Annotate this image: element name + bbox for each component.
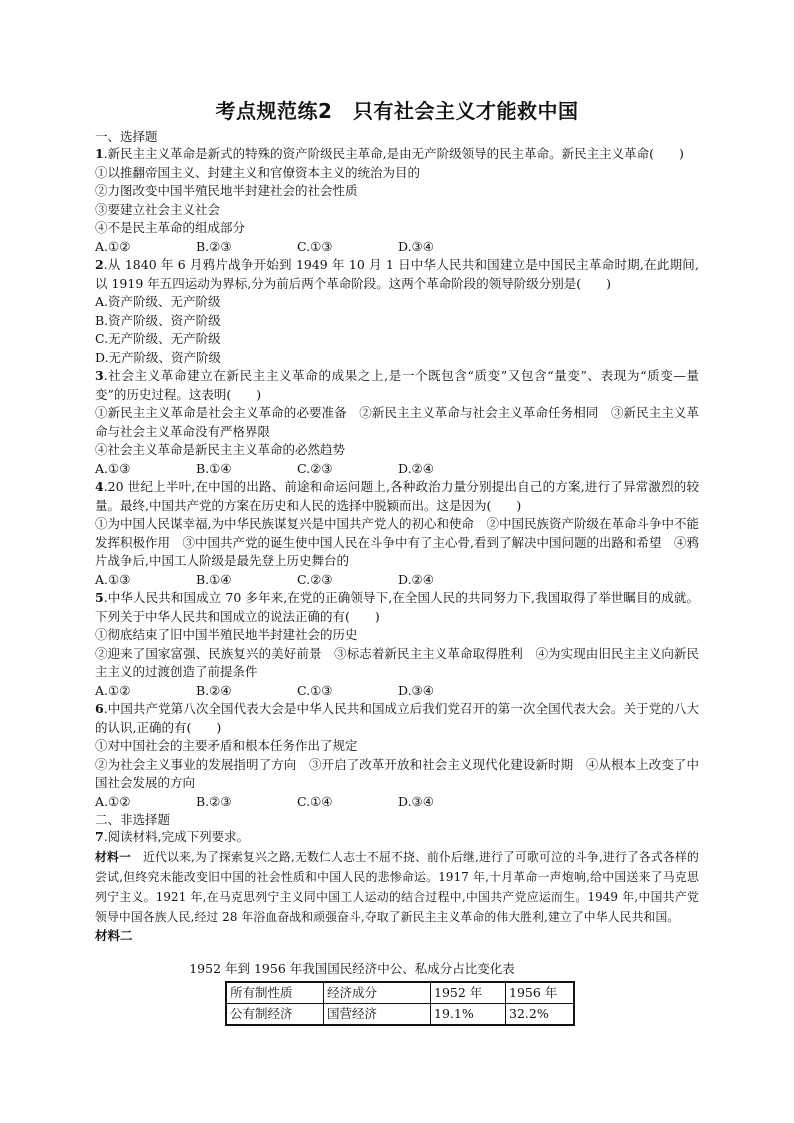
answer-choices [95, 238, 699, 257]
question-4 [95, 478, 699, 515]
question-stem: .阅读材料,完成下列要求。 [103, 829, 250, 844]
section-heading-choice: 一、选择题 [95, 129, 158, 144]
question-stem: .从 1840 年 6 月鸦片战争开始到 1949 年 10 月 1 日中华人民共和国建立是中国民主革命时期,在此期间,以 1919 年五四运动为界标,分为前后两个革命阶段。这两个革命阶段的领导阶级分别是( ) [95, 257, 699, 291]
statement-item: ④不是民主革命的组成部分 [95, 220, 246, 235]
question-number: 6 [95, 701, 104, 716]
table-header-cell: 1956 年 [506, 982, 575, 1004]
choice-d[interactable]: D.③④ [398, 238, 434, 254]
choice-a[interactable]: A.资产阶级、无产阶级 [95, 294, 221, 309]
economy-share-table-block [130, 960, 574, 1026]
choice-d[interactable]: D.②④ [398, 571, 434, 587]
section-heading-nonchoice: 二、非选择题 [95, 812, 171, 827]
question-6 [95, 700, 699, 737]
worksheet-page [95, 96, 699, 945]
question-number: 4 [95, 479, 104, 494]
statement-item: ①新民主主义革命是社会主义革命的必要准备 ②新民主主义革命与社会主义革命任务相同 ③新民主主义革命与社会主义革命没有严格界限 [95, 405, 699, 439]
table-row [226, 1004, 574, 1026]
question-1 [95, 145, 699, 164]
answer-choices [95, 460, 699, 479]
choice-b[interactable]: B.②③ [196, 793, 232, 809]
choice-b[interactable]: B.①④ [196, 571, 232, 587]
statement-item: ②为社会主义事业的发展指明了方向 ③开启了改革开放和社会主义现代化建设新时期 ④从根本上改变了中国社会发展的方向 [95, 756, 699, 790]
question-stem: .社会主义革命建立在新民主主义革命的成果之上,是一个既包含“质变”又包含“量变”、表现为“质变—量变”的历史过程。这表明( ) [95, 368, 699, 402]
question-stem: .中国共产党第八次全国代表大会是中华人民共和国成立后我们党召开的第一次全国代表大会。关于党的八大的认识,正确的有( ) [95, 701, 699, 735]
question-number: 1 [95, 146, 104, 161]
answer-choices [95, 793, 699, 812]
choice-b[interactable]: B.②③ [196, 238, 232, 254]
question-2 [95, 256, 699, 293]
question-number: 7 [95, 829, 104, 844]
question-number: 5 [95, 590, 104, 605]
choice-c[interactable]: C.①④ [297, 793, 333, 809]
material-label: 材料一 [95, 849, 132, 864]
material-two-label: 材料二 [95, 927, 133, 943]
table-header-cell: 1952 年 [431, 982, 506, 1004]
question-stem: .20 世纪上半叶,在中国的出路、前途和命运问题上,各种政治力量分别提出自己的方案,进行了异常激烈的较量。最终,中国共产党的方案在历史和人民的选择中脱颖而出。这是因为( ) [95, 479, 699, 513]
question-number: 3 [95, 368, 104, 383]
choice-c[interactable]: C.无产阶级、无产阶级 [95, 331, 221, 346]
statement-item: ①对中国社会的主要矛盾和根本任务作出了规定 [95, 738, 358, 753]
choice-c[interactable]: C.②③ [297, 460, 333, 476]
statement-item: ②力图改变中国半殖民地半封建社会的社会性质 [95, 183, 358, 198]
choice-a[interactable]: A.①② [95, 682, 131, 698]
choice-a[interactable]: A.①② [95, 793, 131, 809]
question-stem: .中华人民共和国成立 70 多年来,在党的正确领导下,在全国人民的共同努力下,我国取得了举世瞩目的成就。下列关于中华人民共和国成立的说法正确的有( ) [95, 590, 699, 624]
question-7 [95, 828, 699, 847]
choice-c[interactable]: C.①③ [297, 238, 333, 254]
table-cell: 国营经济 [324, 1004, 431, 1026]
choice-d[interactable]: D.③④ [398, 793, 434, 809]
choice-c[interactable]: C.①③ [297, 682, 333, 698]
table-cell: 32.2% [506, 1004, 575, 1026]
answer-choices [95, 571, 699, 590]
statement-item: ②迎来了国家富强、民族复兴的美好前景 ③标志着新民主主义革命取得胜利 ④为实现由旧民主主义向新民主主义的过渡创造了前提条件 [95, 645, 699, 679]
table-cell: 公有制经济 [226, 1004, 324, 1026]
choice-b[interactable]: B.②④ [196, 682, 232, 698]
question-number: 2 [95, 257, 104, 272]
answer-choices [95, 682, 699, 701]
statement-item: ①为中国人民谋幸福,为中华民族谋复兴是中国共产党人的初心和使命 ②中国民族资产阶级在革命斗争中不能发挥积极作用 ③中国共产党的诞生使中国人民在斗争中有了主心骨,看到了解决中国问题的出路和希望 ④鸦片战争后,中国工人阶级是最先登上历史舞台的 [95, 516, 699, 568]
table-caption: 1952 年到 1956 年我国国民经济中公、私成分占比变化表 [189, 961, 515, 976]
question-5 [95, 589, 699, 626]
choice-d[interactable]: D.③④ [398, 682, 434, 698]
table-header-row [226, 982, 574, 1004]
choice-a[interactable]: A.①③ [95, 460, 131, 476]
choice-c[interactable]: C.②③ [297, 571, 333, 587]
table-header-cell: 经济成分 [324, 982, 431, 1004]
choice-d[interactable]: D.无产阶级、资产阶级 [95, 349, 222, 365]
question-stem: .新民主主义革命是新式的特殊的资产阶级民主革命,是由无产阶级领导的民主革命。新民主主义革命( ) [103, 146, 684, 161]
question-3 [95, 367, 699, 404]
economy-share-table [225, 981, 575, 1026]
choice-a[interactable]: A.①② [95, 238, 131, 254]
table-header-cell: 所有制性质 [226, 982, 324, 1004]
statement-item: ①彻底结束了旧中国半殖民地半封建社会的历史 [95, 627, 358, 642]
choice-d[interactable]: D.②④ [398, 460, 434, 476]
statement-item: ③要建立社会主义社会 [95, 201, 221, 217]
statement-item: ①以推翻帝国主义、封建主义和官僚资本主义的统治为目的 [95, 164, 421, 180]
statement-item: ④社会主义革命是新民主主义革命的必然趋势 [95, 442, 346, 457]
choice-b[interactable]: B.资产阶级、资产阶级 [95, 312, 221, 328]
material-text: 近代以来,为了探索复兴之路,无数仁人志士不屈不挠、前仆后继,进行了可歌可泣的斗争,进行了各式各样的尝试,但终究未能改变旧中国的社会性质和中国人民的悲惨命运。1917 年,十月革命一声炮响,给中国送来了马克思列宁主义。1921 年,在马克思列宁主义同中国工人运动的结合过程中,中国共产党应运而生。1949 年,中国共产党领导中国各族人民,经过 28 年浴血奋战和顽强奋斗,夺取了新民主主义革命的伟大胜利,建立了中华人民共和国。 [95, 849, 699, 924]
page-title: 考点规范练2 只有社会主义才能救中国 [215, 99, 579, 123]
material-one [95, 847, 699, 927]
table-cell: 19.1% [431, 1004, 506, 1026]
choice-a[interactable]: A.①③ [95, 571, 131, 587]
choice-b[interactable]: B.①④ [196, 460, 232, 476]
